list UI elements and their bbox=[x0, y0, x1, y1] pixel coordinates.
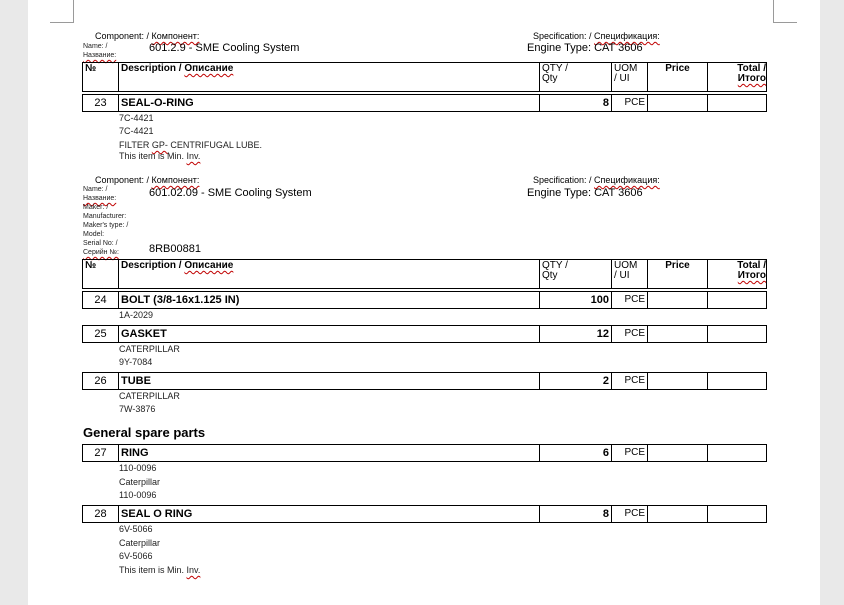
row-total bbox=[707, 445, 768, 461]
component-label: Component: / Компонент: bbox=[95, 175, 200, 185]
col-description: Description / Описание bbox=[118, 63, 539, 91]
col-qty: QTY / Qty bbox=[539, 63, 611, 91]
row-qty: 100 bbox=[539, 292, 611, 308]
col-description: Description / Описание bbox=[118, 260, 539, 288]
row-price bbox=[647, 95, 707, 111]
row-description: TUBE bbox=[118, 373, 539, 389]
table-row bbox=[82, 372, 767, 390]
row-note: This item is Min. Inv. bbox=[119, 151, 201, 161]
crop-mark bbox=[73, 0, 74, 22]
document-page bbox=[28, 0, 820, 605]
col-no: № bbox=[85, 63, 97, 74]
row-subline: 7W-3876 bbox=[119, 404, 156, 414]
col-total: Total / Итого bbox=[707, 260, 768, 288]
row-total bbox=[707, 506, 768, 522]
row-description: BOLT (3/8-16x1.125 IN) bbox=[118, 292, 539, 308]
row-qty: 8 bbox=[539, 506, 611, 522]
col-price: Price bbox=[647, 63, 707, 91]
table-row bbox=[82, 325, 767, 343]
row-description: SEAL-O-RING bbox=[118, 95, 539, 111]
row-no: 28 bbox=[94, 508, 107, 520]
table-header bbox=[82, 259, 767, 289]
row-subline: FILTER GP- CENTRIFUGAL LUBE. bbox=[119, 140, 263, 150]
specification-label: Specification: / Спецификация: bbox=[533, 31, 660, 41]
row-qty: 8 bbox=[539, 95, 611, 111]
row-price bbox=[647, 326, 707, 342]
col-uom: UOM / UI bbox=[611, 63, 647, 91]
component-label: Component: / Компонент: bbox=[95, 31, 200, 41]
row-subline: Caterpillar bbox=[119, 477, 161, 487]
row-price bbox=[647, 445, 707, 461]
row-uom: PCE bbox=[611, 95, 647, 111]
row-subline: 6V-5066 bbox=[119, 551, 153, 561]
row-subline: 110-0096 bbox=[119, 490, 157, 500]
right-gutter bbox=[820, 0, 844, 605]
row-subline: 9Y-7084 bbox=[119, 357, 153, 367]
col-no: № bbox=[85, 260, 97, 271]
crop-mark bbox=[773, 0, 774, 22]
row-no: 25 bbox=[94, 328, 107, 340]
row-total bbox=[707, 95, 768, 111]
row-subline: Caterpillar bbox=[119, 538, 161, 548]
name-label: Name: / Название: bbox=[83, 43, 117, 59]
serial-number: 8RB00881 bbox=[149, 243, 201, 255]
row-qty: 2 bbox=[539, 373, 611, 389]
engine-type: Engine Type: CAT 3606 bbox=[527, 187, 643, 199]
col-uom: UOM / UI bbox=[611, 260, 647, 288]
left-gutter bbox=[0, 0, 28, 605]
row-no: 26 bbox=[94, 375, 107, 387]
row-no: 23 bbox=[94, 97, 107, 109]
section-heading: General spare parts bbox=[83, 425, 206, 440]
col-total: Total / Итого bbox=[707, 63, 768, 91]
engine-type: Engine Type: CAT 3606 bbox=[527, 42, 643, 54]
row-no: 27 bbox=[94, 447, 107, 459]
meta-labels: Name: / Название: Maker: / Manufacturer: Maker's type: / Model: Serial No: / Серийн №: bbox=[83, 186, 129, 256]
row-subline: 110-0096 bbox=[119, 463, 157, 473]
component-name: 601.2.9 - SME Cooling System bbox=[149, 42, 300, 54]
row-note: This item is Min. Inv. bbox=[119, 565, 201, 575]
row-subline: 7C-4421 bbox=[119, 126, 154, 136]
row-subline: 7C-4421 bbox=[119, 113, 154, 123]
row-subline: CATERPILLAR bbox=[119, 344, 180, 354]
row-price bbox=[647, 506, 707, 522]
row-no: 24 bbox=[94, 294, 107, 306]
crop-mark bbox=[773, 22, 797, 23]
row-total bbox=[707, 373, 768, 389]
component-name: 601.02.09 - SME Cooling System bbox=[149, 187, 312, 199]
row-total bbox=[707, 292, 768, 308]
row-qty: 12 bbox=[539, 326, 611, 342]
row-uom: PCE bbox=[611, 373, 647, 389]
row-total bbox=[707, 326, 768, 342]
specification-label: Specification: / Спецификация: bbox=[533, 175, 660, 185]
table-header bbox=[82, 62, 767, 92]
row-uom: PCE bbox=[611, 292, 647, 308]
table-row bbox=[82, 94, 767, 112]
table-row bbox=[82, 505, 767, 523]
row-subline: CATERPILLAR bbox=[119, 391, 180, 401]
table-row bbox=[82, 444, 767, 462]
row-price bbox=[647, 373, 707, 389]
row-qty: 6 bbox=[539, 445, 611, 461]
crop-mark bbox=[50, 22, 74, 23]
row-subline: 6V-5066 bbox=[119, 524, 153, 534]
row-description: GASKET bbox=[118, 326, 539, 342]
row-uom: PCE bbox=[611, 506, 647, 522]
table-row bbox=[82, 291, 767, 309]
col-price: Price bbox=[647, 260, 707, 288]
row-subline: 1A-2029 bbox=[119, 310, 154, 320]
row-description: RING bbox=[118, 445, 539, 461]
col-qty: QTY / Qty bbox=[539, 260, 611, 288]
row-description: SEAL O RING bbox=[118, 506, 539, 522]
row-uom: PCE bbox=[611, 326, 647, 342]
row-price bbox=[647, 292, 707, 308]
row-uom: PCE bbox=[611, 445, 647, 461]
